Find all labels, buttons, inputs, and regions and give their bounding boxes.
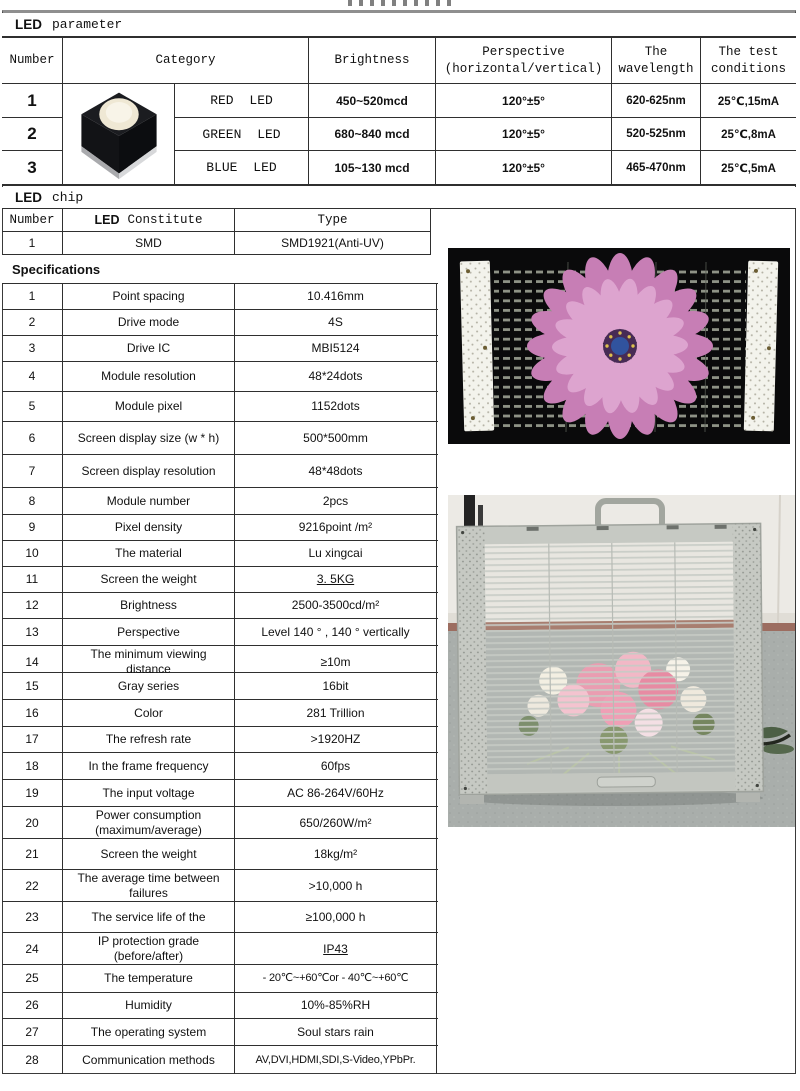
spec-row [2, 839, 438, 870]
brightness-value: 450~520mcd [309, 84, 436, 118]
chip-header-constitute: LED Constitute [63, 209, 235, 231]
chip-data-row [2, 232, 431, 255]
spec-value-cell: Level 140 ° , 140 ° vertically [235, 619, 437, 645]
spec-item-cell: The average time between failures [63, 870, 235, 902]
specifications-title: Specifications [2, 255, 438, 284]
title-bold: LED [15, 17, 42, 32]
spec-item-cell: IP protection grade (before/after) [63, 933, 235, 965]
title-rest: chip [52, 190, 84, 205]
spec-item-cell: Brightness [63, 593, 235, 618]
spec-item-cell: Humidity [63, 993, 235, 1018]
spec-row [2, 780, 438, 807]
spec-row [2, 392, 438, 422]
led-chip-title [2, 187, 796, 209]
led-chip-table [2, 209, 431, 255]
row-number: 1 [2, 84, 63, 118]
spec-item-cell: Color [63, 700, 235, 726]
spec-number-cell: 18 [2, 753, 63, 779]
spec-item-cell: The input voltage [63, 780, 235, 806]
led-parameter-header-row [2, 38, 796, 84]
perspective-value: 120°±5° [436, 118, 612, 151]
category-label: RED LED [175, 84, 309, 118]
spec-item-cell: Module pixel [63, 392, 235, 421]
chip-header-row [2, 209, 431, 232]
spec-number-cell: 27 [2, 1019, 63, 1045]
spec-row [2, 310, 438, 336]
spec-value-cell: MBI5124 [235, 336, 437, 361]
spec-item-cell: Module resolution [63, 362, 235, 391]
perspective-value: 120°±5° [436, 151, 612, 184]
spec-number-cell: 12 [2, 593, 63, 618]
spec-value-cell: Soul stars rain [235, 1019, 437, 1045]
spec-number-cell: 13 [2, 619, 63, 645]
spec-row [2, 807, 438, 839]
brightness-value: 105~130 mcd [309, 151, 436, 184]
smd-led-photo-cell [63, 84, 175, 184]
test-conditions-value: 25℃,15mA [701, 84, 796, 118]
spec-value-cell: >1920HZ [235, 727, 437, 752]
header-wavelength: The wavelength [612, 38, 701, 83]
wavelength-value: 620-625nm [612, 84, 701, 118]
led-parameter-body [2, 84, 796, 184]
spec-number-cell: 6 [2, 422, 63, 454]
spec-value-cell: 281 Trillion [235, 700, 437, 726]
spec-item-cell: Screen display size (w * h) [63, 422, 235, 454]
spec-value-cell: 2pcs [235, 488, 437, 514]
spec-item-cell: Power consumption (maximum/average) [63, 807, 235, 839]
spec-value-cell: 10%-85%RH [235, 993, 437, 1018]
spec-row [2, 619, 438, 646]
spec-number-cell: 2 [2, 310, 63, 335]
perspective-value: 120°±5° [436, 84, 612, 118]
spec-row [2, 753, 438, 780]
header-perspective: Perspective (horizontal/vertical) [436, 38, 612, 83]
category-label: BLUE LED [175, 151, 309, 184]
test-conditions-value: 25℃,5mA [721, 162, 776, 175]
spec-number-cell: 16 [2, 700, 63, 726]
spec-item-cell: In the frame frequency [63, 753, 235, 779]
spec-number-cell: 4 [2, 362, 63, 391]
spec-value-cell: 48*24dots [235, 362, 437, 391]
spec-row [2, 965, 438, 993]
spec-number-cell: 21 [2, 839, 63, 869]
spec-value-cell: 48*48dots [235, 455, 437, 487]
row-number: 3 [2, 151, 63, 184]
brightness-value: 680~840 mcd [309, 118, 436, 151]
title-bold: LED [15, 190, 42, 205]
chip-header-type: Type [235, 209, 431, 231]
spec-value-cell: ≥10m [235, 646, 437, 678]
spec-row [2, 727, 438, 753]
spec-row [2, 455, 438, 488]
spec-item-cell: Point spacing [63, 284, 235, 309]
specifications-table [2, 284, 438, 1074]
spec-value-cell: AV,DVI,HDMI,SDI,S-Video,YPbPr. [235, 1046, 437, 1074]
spec-value-cell: 10.416mm [235, 284, 437, 309]
spec-item-cell: Pixel density [63, 515, 235, 540]
spec-value-cell: ≥100,000 h [235, 902, 437, 932]
spec-number-cell: 23 [2, 902, 63, 932]
spec-item-cell: Screen the weight [63, 839, 235, 869]
spec-row [2, 284, 438, 310]
spec-number-cell: 20 [2, 807, 63, 839]
spec-row [2, 488, 438, 515]
spec-item-cell: The operating system [63, 1019, 235, 1045]
test-conditions-value: 25℃,8mA [701, 118, 796, 151]
spec-value-cell: >10,000 h [235, 870, 437, 902]
spec-number-cell: 15 [2, 673, 63, 699]
header-number: Number [2, 38, 63, 83]
spec-number-cell: 19 [2, 780, 63, 806]
spec-number-cell: 1 [2, 284, 63, 309]
spec-row [2, 567, 438, 593]
spec-row [2, 993, 438, 1019]
spec-number-cell: 9 [2, 515, 63, 540]
spec-value-cell: 60fps [235, 753, 437, 779]
spec-item-cell: Perspective [63, 619, 235, 645]
smd-led-component-photo [69, 87, 169, 181]
spec-row [2, 1019, 438, 1046]
spec-row [2, 515, 438, 541]
transparent-led-panel-photo [448, 495, 795, 827]
category-label: GREEN LED [175, 118, 309, 151]
spec-value-cell: 650/260W/m² [235, 807, 437, 839]
spec-number-cell: 11 [2, 567, 63, 592]
spec-row [2, 422, 438, 455]
spec-row [2, 902, 438, 933]
spec-row [2, 673, 438, 700]
chip-type-cell: SMD1921(Anti-UV) [235, 232, 431, 254]
spec-row [2, 646, 438, 676]
spec-row [2, 336, 438, 362]
spec-value-cell: 500*500mm [235, 422, 437, 454]
spec-row [2, 362, 438, 392]
spec-number-cell: 17 [2, 727, 63, 752]
spec-item-cell: The temperature [63, 965, 235, 992]
spec-number-cell: 3 [2, 336, 63, 361]
panel-graphic [457, 523, 764, 794]
spec-value-cell: 3. 5KG [235, 567, 437, 592]
led-parameter-section [2, 13, 796, 186]
spec-row [2, 593, 438, 619]
wavelength-value: 520-525nm [612, 118, 701, 151]
spec-item-cell: Communication methods [63, 1046, 235, 1074]
spec-row [2, 870, 438, 902]
spec-item-cell: The refresh rate [63, 727, 235, 752]
spec-item-cell: Module number [63, 488, 235, 514]
spec-number-cell: 7 [2, 455, 63, 487]
spec-number-cell: 25 [2, 965, 63, 992]
spec-value-cell: 1152dots [235, 392, 437, 421]
spec-item-cell: The material [63, 541, 235, 566]
spec-number-cell: 14 [2, 646, 63, 678]
spec-value-cell: 18kg/m² [235, 839, 437, 869]
led-mesh-flower-display-photo [448, 248, 790, 444]
spec-row [2, 541, 438, 567]
spec-row [2, 933, 438, 965]
spec-value-cell: 2500-3500cd/m² [235, 593, 437, 618]
spec-number-cell: 24 [2, 933, 63, 965]
spec-value-cell: IP43 [235, 933, 437, 965]
header-category: Category [63, 38, 309, 83]
chip-constitute-cell: SMD [63, 232, 235, 254]
spec-number-cell: 26 [2, 993, 63, 1018]
spec-item-cell: Screen display resolution [63, 455, 235, 487]
row-number: 2 [2, 118, 63, 151]
spec-value-cell: 9216point /m² [235, 515, 437, 540]
spec-row [2, 1046, 438, 1074]
spec-value-cell: - 20℃~+60℃or - 40℃~+60℃ [235, 965, 437, 992]
spec-value-cell: 16bit [235, 673, 437, 699]
spec-number-cell: 28 [2, 1046, 63, 1074]
clipped-text-fragment [348, 0, 458, 6]
header-brightness: Brightness [309, 38, 436, 83]
spec-number-cell: 5 [2, 392, 63, 421]
chip-header-number: Number [2, 209, 63, 231]
spec-item-cell: Drive mode [63, 310, 235, 335]
spec-item-cell: The minimum viewing distance [63, 646, 235, 678]
spec-number-cell: 10 [2, 541, 63, 566]
spec-item-cell: Gray series [63, 673, 235, 699]
chip-number-cell: 1 [2, 232, 63, 254]
spec-item-cell: The service life of the [63, 902, 235, 932]
spec-number-cell: 8 [2, 488, 63, 514]
spec-value-cell: 4S [235, 310, 437, 335]
spec-number-cell: 22 [2, 870, 63, 902]
spec-row [2, 700, 438, 727]
spec-value-cell: Lu xingcai [235, 541, 437, 566]
spec-item-cell: Drive IC [63, 336, 235, 361]
title-rest: parameter [52, 17, 123, 32]
header-test-conditions: The test conditions [710, 44, 786, 76]
spec-item-cell: Screen the weight [63, 567, 235, 592]
spec-value-cell: AC 86-264V/60Hz [235, 780, 437, 806]
led-parameter-title [2, 13, 796, 38]
wavelength-value: 465-470nm [612, 151, 701, 184]
